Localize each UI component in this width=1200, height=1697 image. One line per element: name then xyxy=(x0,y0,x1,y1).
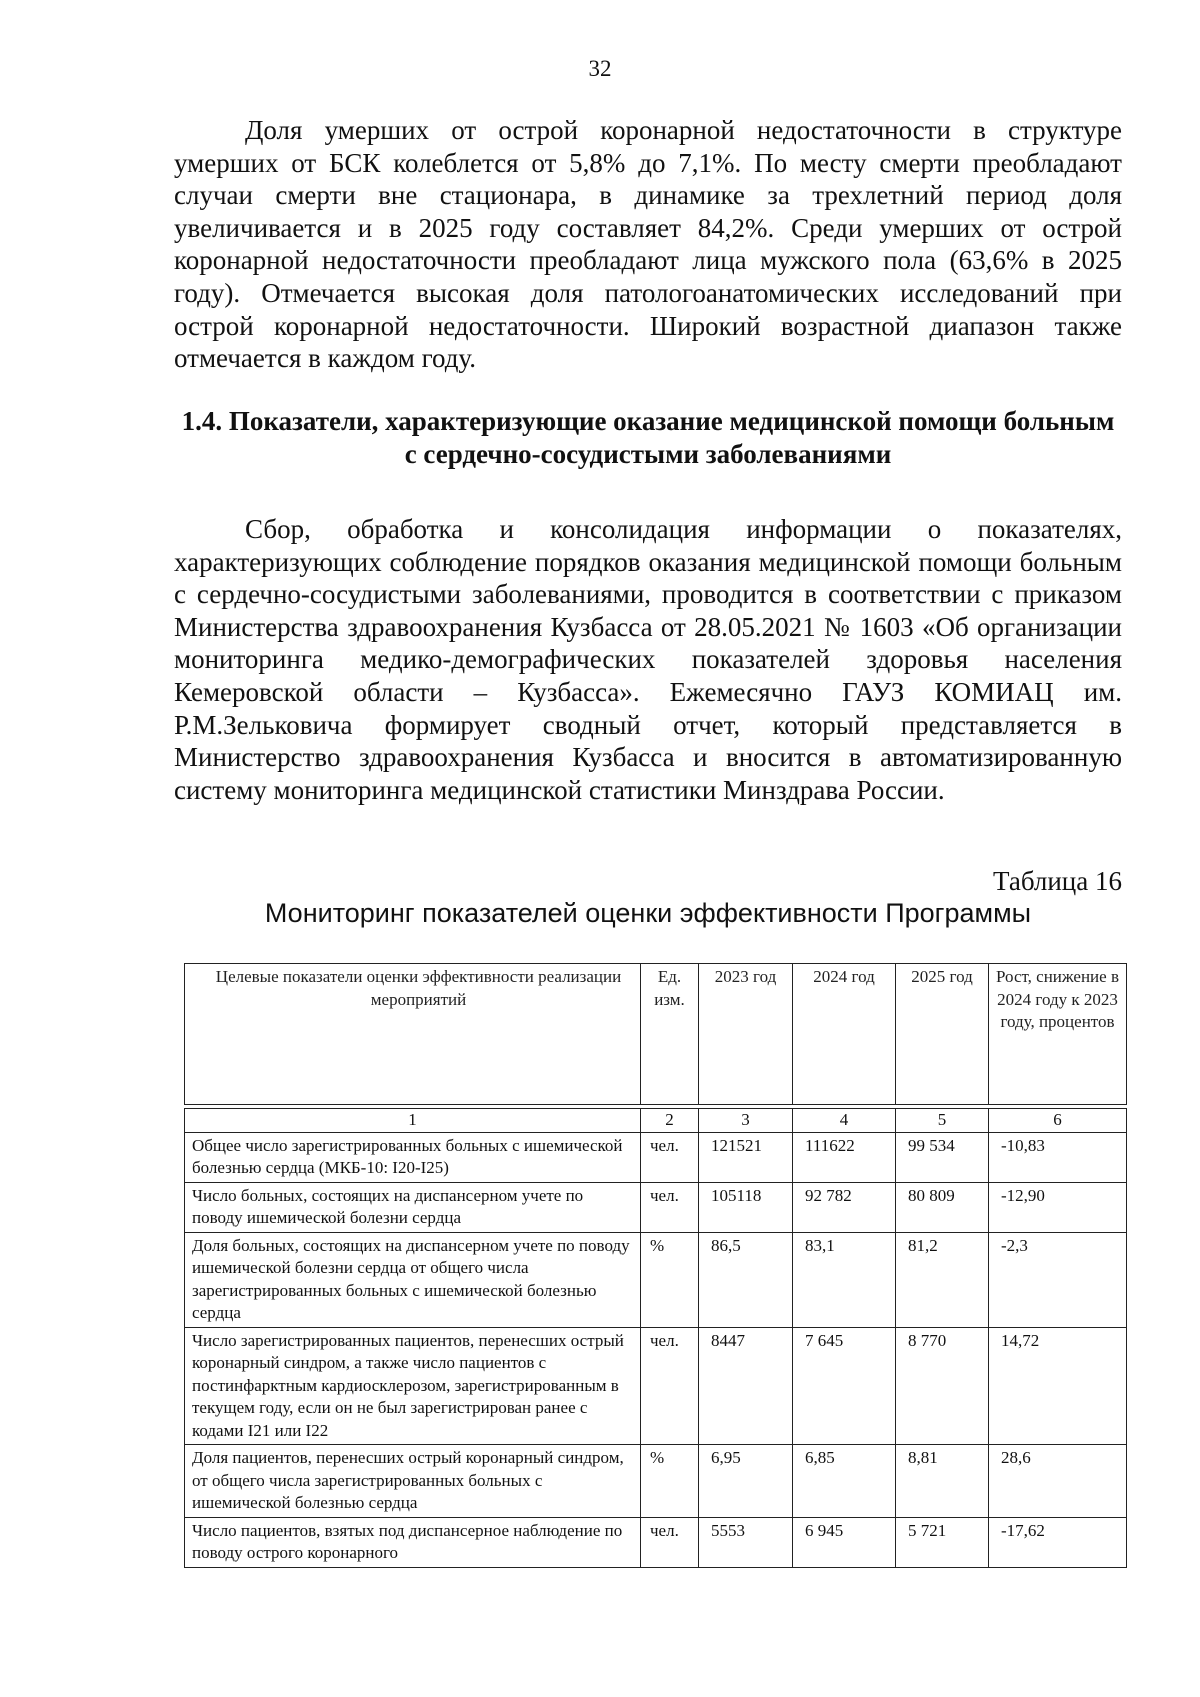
row-value-2024: 6,85 xyxy=(793,1445,896,1518)
row-value-2025: 8,81 xyxy=(896,1445,989,1518)
row-value-2025: 5 721 xyxy=(896,1517,989,1567)
table-row xyxy=(185,1132,1127,1182)
row-unit: % xyxy=(641,1445,699,1518)
table-body xyxy=(185,1132,1127,1567)
row-value-2025: 8 770 xyxy=(896,1327,989,1445)
page-number: 32 xyxy=(588,56,612,81)
row-value-2023: 86,5 xyxy=(699,1232,793,1327)
table-row xyxy=(185,1327,1127,1445)
column-number-row xyxy=(185,1109,1127,1133)
row-unit: чел. xyxy=(641,1132,699,1182)
paragraph-coronary-mortality: Доля умерших от острой коронарной недостаточности в структуре умерших от БСК колеблется от 5,8% до 7,1%. По месту смерти преобладают случаи смерти вне стационара, в динамике за трехлетний период доля увеличивается и в 2025 году составляет 84,2%. Среди умерших от острой коронарной недостаточности преобладают лица мужского пола (63,6% в 2025 году). Отмечается высокая доля патологоанатомических исследований при острой коронарной недостаточности. Широкий возрастной диапазон также отмечается в каждом году. xyxy=(174,115,1122,374)
row-value-2024: 111622 xyxy=(793,1132,896,1182)
row-value-2025: 81,2 xyxy=(896,1232,989,1327)
header-unit: Ед. изм. xyxy=(641,964,699,1105)
row-value-2024: 92 782 xyxy=(793,1182,896,1232)
column-number: 3 xyxy=(699,1109,793,1133)
row-change: -2,3 xyxy=(989,1232,1127,1327)
table-number: Таблица 16 xyxy=(993,866,1122,896)
column-number: 2 xyxy=(641,1109,699,1133)
column-number: 5 xyxy=(896,1109,989,1133)
row-value-2025: 99 534 xyxy=(896,1132,989,1182)
row-value-2024: 83,1 xyxy=(793,1232,896,1327)
row-value-2023: 6,95 xyxy=(699,1445,793,1518)
row-value-2024: 6 945 xyxy=(793,1517,896,1567)
monitoring-table xyxy=(184,963,1127,1568)
row-value-2023: 5553 xyxy=(699,1517,793,1567)
paragraph-data-collection: Сбор, обработка и консолидация информации о показателях, характеризующих соблюдение порядков оказания медицинской помощи больным с сердечно-сосудистыми заболеваниями, проводится в соответствии с приказом Министерства здравоохранения Кузбасса от 28.05.2021 № 1603 «Об организации мониторинга медико-демографических показателей здоровья населения Кемеровской области – Кузбасса». Ежемесячно ГАУЗ КОМИАЦ им. Р.М.Зельковича формирует сводный отчет, который представляется в Министерство здравоохранения Кузбасса и вносится в автоматизированную систему мониторинга медицинской статистики Минздрава России. xyxy=(174,514,1122,805)
row-value-2023: 105118 xyxy=(699,1182,793,1232)
table-row xyxy=(185,1182,1127,1232)
table-row xyxy=(185,1232,1127,1327)
row-change: -12,90 xyxy=(989,1182,1127,1232)
column-number: 4 xyxy=(793,1109,896,1133)
header-change: Рост, снижение в 2024 году к 2023 году, процентов xyxy=(989,964,1127,1105)
header-row xyxy=(185,964,1127,1105)
table-title: Мониторинг показателей оценки эффективности Программы xyxy=(264,898,1032,928)
row-indicator: Число зарегистрированных пациентов, перенесших острый коронарный синдром, а также число пациентов с постинфарктным кардиосклерозом, зарегистрированным в текущем году, если он не был зарегистрирован ранее с кодами I21 или I22 xyxy=(185,1327,641,1445)
row-unit: чел. xyxy=(641,1182,699,1232)
header-indicator: Целевые показатели оценки эффективности реализации мероприятий xyxy=(185,964,641,1105)
table-header xyxy=(185,964,1127,1133)
row-indicator: Число пациентов, взятых под диспансерное наблюдение по поводу острого коронарного xyxy=(185,1517,641,1567)
row-indicator: Число больных, состоящих на диспансерном учете по поводу ишемической болезни сердца xyxy=(185,1182,641,1232)
row-change: -10,83 xyxy=(989,1132,1127,1182)
row-value-2025: 80 809 xyxy=(896,1182,989,1232)
table-row xyxy=(185,1517,1127,1567)
row-unit: чел. xyxy=(641,1517,699,1567)
row-change: -17,62 xyxy=(989,1517,1127,1567)
row-unit: чел. xyxy=(641,1327,699,1445)
header-2025: 2025 год xyxy=(896,964,989,1105)
row-change: 14,72 xyxy=(989,1327,1127,1445)
row-value-2023: 121521 xyxy=(699,1132,793,1182)
section-heading: 1.4. Показатели, характеризующие оказание медицинской помощи больным с сердечно-сосудистыми заболеваниями xyxy=(181,406,1115,469)
row-value-2023: 8447 xyxy=(699,1327,793,1445)
row-change: 28,6 xyxy=(989,1445,1127,1518)
row-indicator: Доля пациентов, перенесших острый коронарный синдром, от общего числа зарегистрированных больных с ишемической болезнью сердца xyxy=(185,1445,641,1518)
row-indicator: Доля больных, состоящих на диспансерном учете по поводу ишемической болезни сердца от общего числа зарегистрированных больных с ишемической болезнью сердца xyxy=(185,1232,641,1327)
monitoring-table-container xyxy=(184,963,1126,1568)
row-value-2024: 7 645 xyxy=(793,1327,896,1445)
column-number: 6 xyxy=(989,1109,1127,1133)
row-indicator: Общее число зарегистрированных больных с ишемической болезнью сердца (МКБ-10: I20-I25) xyxy=(185,1132,641,1182)
table-row xyxy=(185,1445,1127,1518)
header-2023: 2023 год xyxy=(699,964,793,1105)
column-number: 1 xyxy=(185,1109,641,1133)
header-2024: 2024 год xyxy=(793,964,896,1105)
row-unit: % xyxy=(641,1232,699,1327)
